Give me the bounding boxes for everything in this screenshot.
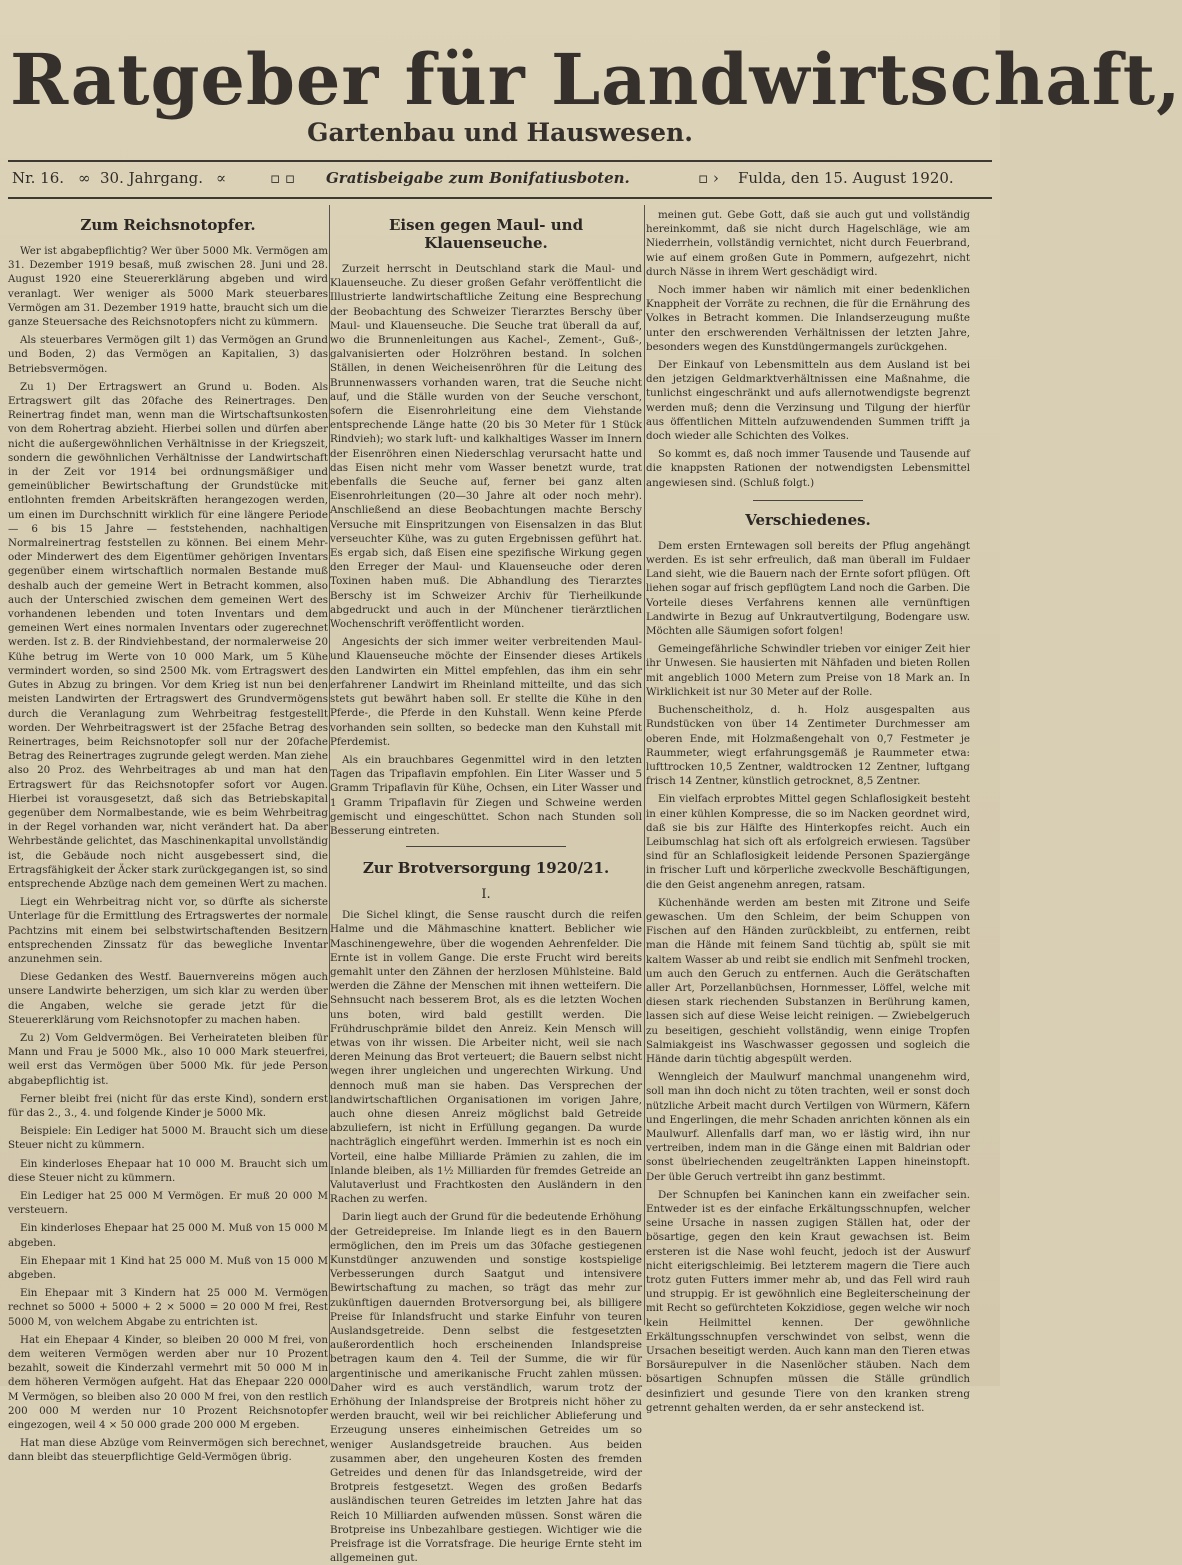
page-title: Ratgeber für Landwirtschaft, [10, 38, 1182, 121]
article-paragraph: Zurzeit herrscht in Deutschland stark die Maul- und Klauenseuche. Zu dieser großen Gefahr veröffentlicht die Illustrierte landwirtschaftliche Zeitung eine Besprechung der Beobachtung des Schweizer Tierarztes Berschy über Maul- und Klauenseuche. Die Seuche trat überall da auf, wo die Brunnenleitungen aus Kachel-, Zement-, Guß-, galvanisierten oder Holzröhren bestand. In solchen Ställen, in denen Weicheisenröhren für die Leitung des Brunnenwassers vorhanden waren, trat die Seuche nicht auf, und die Ställe wurden von der Seuche verschont, sofern die Eisenrohrleitung eine dem Viehstande entsprechende Länge hatte (20 bis 30 Meter für 1 Stück Rindvieh); wo stark luft- und kalkhaltiges Wasser im Innern der Eisenröhren einen Niederschlag verursacht hatte und das Eisen nicht mehr vom Wasser benetzt wurde, trat ebenfalls die Seuche auf, ferner bei ganz alten Eisenrohrleitungen (20—30 Jahre alt oder noch mehr). Anschließend an diese Beobachtungen machte Berschy Versuche mit Einspritzungen von Eisensalzen in das Blut verseuchter Kühe, was zu guten Ergebnissen geführt hat. Es ergab sich, daß Eisen eine spezifische Wirkung gegen den Erreger der Maul- und Klauenseuche oder deren Toxinen haben muß. Die Abhandlung des Tierarztes Berschy ist im Schweizer Archiv für Tierheilkunde abgedruckt und auch in der Münchener tierärztlichen Wochenschrift veröffentlicht worden. [330, 263, 642, 631]
article-paragraph: Noch immer haben wir nämlich mit einer bedenklichen Knappheit der Vorräte zu rechnen, die für die Ernährung des Volkes in Betracht kommen. Die Inlandserzeugung mußte unter den erschwerenden Verhältnissen der letzten Jahre, besonders wegen des Kunstdüngermangels zurückgehen. [646, 284, 970, 353]
issue-number: Nr. 16. [12, 169, 65, 187]
article-paragraph: Ein vielfach erprobtes Mittel gegen Schlaflosigkeit besteht in einer kühlen Kompresse, die so im Nacken geordnet wird, daß sie bis zur Hälfte des Hinterkopfes reicht. Auch ein Leibumschlag hat sich oft als erfolgreich erwiesen. Tagsüber sind für an Schlaflosigkeit leidende Personen Spaziergänge in frischer Luft und körperliche zweckvolle Beschäftigungen, die den Geist angenehm anregen, ratsam. [646, 793, 970, 891]
article-paragraph: Ein kinderloses Ehepaar hat 25 000 M. Muß von 15 000 M abgeben. [8, 1222, 328, 1249]
article-paragraph: Der Schnupfen bei Kaninchen kann ein zweifacher sein. Entweder ist es der einfache Erkältungsschnupfen, welcher seine Ursache in nassen zugigen Ställen hat, oder der bösartige, gegen den kein Kraut gewachsen ist. Beim ersteren ist die Nase wohl feucht, jedoch ist der Auswurf nicht eiterigschleimig. Bei letzterem magern die Tiere auch trotz guten Futters immer mehr ab, und das Fell wird rauh und struppig. Er ist gewöhnlich eine Begleiterscheinung der mit Recht so gefürchteten Kokzidiose, gegen welche wir noch kein Heilmittel kennen. Der gewöhnliche Erkältungsschnupfen verschwindet von selbst, wenn die Ursachen beseitigt werden. Auch kann man den Tieren etwas Borsäurepulver in die Nasenlöcher stäuben. Nach dem bösartigen Schnupfen müssen die Ställe gründlich desinfiziert und gesunde Tiere von den kranken streng getrennt gehalten werden, da er sehr ansteckend ist. [646, 1188, 970, 1414]
column-1 [8, 208, 328, 1464]
article-heading-reichsnotopfer: Zum Reichsnotopfer. [80, 216, 256, 234]
column-3 [646, 208, 970, 1414]
article-paragraph: Angesichts der sich immer weiter verbreitenden Maul- und Klauenseuche möchte der Einsender dieses Artikels den Landwirten ein Mittel empfehlen, das ihm ein sehr erfahrener Landwirt im Rheinland mitteilte, und das sich stets gut bewährt haben soll. Er stellte die Kühe in den Pferde-, die Pferde in den Kuhstall. Wenn keine Pferde vorhanden sein sollten, so bedecke man den Kuhstall mit Pferdemist. [330, 636, 642, 748]
article-paragraph: Als ein brauchbares Gegenmittel wird in den letzten Tagen das Tripaflavin empfohlen. Ein Liter Wasser und 5 Gramm Tripaflavin für Kühe, Ochsen, ein Liter Wasser und 1 Gramm Tripaflavin für Ziegen und Schweine werden gemischt und eingeschüttet. Schon nach Stunden soll Besserung eintreten. [330, 753, 642, 837]
masthead-bottom-rule [8, 197, 992, 199]
article-paragraph: meinen gut. Gebe Gott, daß sie auch gut und vollständig hereinkommt, daß sie nicht durch Hagelschläge, wie am Niederrhein, vollständig vernichtet, nicht durch Feuerbrand, wie auf einem großen Gute in Pommern, aufgezehrt, nicht durch Nässe in ihrem Wert geschädigt wird. [646, 209, 970, 278]
ornament-icon: ∞ [78, 169, 91, 187]
article-paragraph: Zu 1) Der Ertragswert an Grund u. Boden. Als Ertragswert gilt das 20fache des Reinertrages. Den Reinertrag findet man, wenn man die Wirtschaftsunkosten von dem Rohertrag abzieht. Hierbei sollen und dürfen aber nicht die außergewöhnlichen Verhältnisse in der Kriegszeit, sondern die gewöhnlichen Verhältnisse der Landwirtschaft in der Zeit vor 1914 bei ordnungsmäßiger und gemeinüblicher Bewirtschaftung der Grundstücke mit entlohnten fremden Arbeitskräften herangezogen werden, um einen im Durchschnitt wirklich für eine längere Periode — 6 bis 15 Jahre — feststehenden, nachhaltigen Normalreinertrag feststellen zu können. Bei einem Mehr- oder Minderwert des dem Eigentümer gehörigen Inventars gegenüber einem wirtschaftlich normalen Bestande muß deshalb auch der gemeine Wert in Betracht kommen, also auch der Unterschied zwischen dem gemeinen Wert des vorhandenen lebenden und toten Inventars und dem gemeinen Wert eines normalen Inventars oder zugerechnet werden. Ist z. B. der Rindviehbestand, der normalerweise 20 Kühe betrug im Werte von 10 000 Mark, um 5 Kühe vermindert worden, so sind 2500 Mk. vom Ertragswert des Gutes in Abzug zu bringen. Vor dem Krieg ist nun bei den meisten Landwirten der Ertragswert des Grundvermögens durch die Veranlagung zum Wehrbeitrag festgestellt worden. Der Wehrbeitragswert ist der 25fache Betrag des Reinertrages, beim Reichsnotopfer soll nur der 20fache Betrag des Reinertrages zugrunde gelegt werden. Man ziehe also 20 Proz. des Wehrbeitrages ab und man hat den Ertragswert für das Reichsnotopfer sofort vor Augen. Hierbei ist vorausgesetzt, daß sich das Betriebskapital gegenüber dem Normalbestande, wie es beim Wehrbeitrag in der Regel vorhanden war, nicht verändert hat. Da aber Wehrbestände gelichtet, das Maschinenkapital unvollständig ist, die Gebäude noch nicht ausgebessert sind, die Ertragsfähigkeit der Äcker stark zurückgegangen ist, so sind entsprechende Abzüge nach dem gemeinen Wert zu machen. [8, 380, 328, 890]
article-paragraph: Wer ist abgabepflichtig? Wer über 5000 Mk. Vermögen am 31. Dezember 1919 besaß, muß zwischen 28. Juni und 28. August 1920 eine Steuererklärung abgeben und wird veranlagt. Wer weniger als 5000 Mark steuerbares Vermögen am 31. Dezember 1919 hatte, braucht sich um die ganze Steuersache des Reichsnotopfers nicht zu kümmern. [8, 245, 328, 329]
article-paragraph: Küchenhände werden am besten mit Zitrone und Seife gewaschen. Um den Schleim, der beim Schuppen von Fischen auf den Händen zurückbleibt, zu entfernen, reibt man die Hände mit feinem Sand tüchtig ab, spült sie mit kaltem Wasser ab und reibt sie endlich mit Senfmehl trocken, um auch den Geruch zu entfernen. Auch die Gerätschaften aller Art, Porzellanbüchsen, Hornmesser, Löffel, welche mit diesen stark riechenden Substanzen in Berührung kamen, lassen sich auf diese Weise leicht reinigen. — Zwiebelgeruch zu beseitigen, geschieht vollständig, wenn einige Tropfen Salmiakgeist ins Waschwasser gegossen und sogleich die Hände darin tüchtig abgespült werden. [646, 896, 970, 1065]
column-2 [330, 208, 642, 1565]
article-paragraph: Zu 2) Vom Geldvermögen. Bei Verheirateten bleiben für Mann und Frau je 5000 Mk., also 10 000 Mark steuerfrei, weil erst das Vermögen über 5000 Mk. für jede Person abgabepflichtig ist. [8, 1031, 328, 1087]
article-paragraph: Hat ein Ehepaar 4 Kinder, so bleiben 20 000 M frei, von dem weiteren Vermögen werden aber nur 10 Prozent bezahlt, soweit die Kinderzahl vermehrt mit 50 000 M in dem höheren Vermögen aufgeht. Hat das Ehepaar 220 000 M Vermögen, so bleiben also 20 000 M frei, von den restlich 200 000 M werden nur 10 Prozent Reichsnotopfer eingezogen, weil 4 × 50 000 grade 200 000 M ergeben. [8, 1333, 328, 1432]
issue-info-bar [8, 165, 992, 193]
article-paragraph: Ein kinderloses Ehepaar hat 10 000 M. Braucht sich um diese Steuer nicht zu kümmern. [8, 1157, 328, 1184]
article-paragraph: Gemeingefährliche Schwindler trieben vor einiger Zeit hier ihr Unwesen. Sie hausierten mit Nähfaden und bieten Rollen mit angeblich 1000 Metern zum Preise von 18 Mark an. In Wirklichkeit ist nur 30 Meter auf der Rolle. [646, 643, 970, 698]
supplement-note: Gratisbeigabe zum Bonifatiusboten. [326, 169, 630, 187]
page-subtitle: Gartenbau und Hauswesen. [307, 118, 693, 147]
masthead-top-rule [8, 160, 992, 162]
article-paragraph: Ein Ehepaar mit 3 Kindern hat 25 000 M. Vermögen rechnet so 5000 + 5000 + 2 × 5000 = 20 000 M frei, Rest 5000 M, von welchem Abgabe zu entrichten ist. [8, 1287, 328, 1328]
ornament-icon: ▫ ▫ [270, 169, 296, 187]
ornament-icon: ▫ › [698, 169, 719, 187]
article-paragraph: Als steuerbares Vermögen gilt 1) das Vermögen an Grund und Boden, 2) das Vermögen an Kapitalien, 3) das Betriebsvermögen. [8, 334, 328, 375]
article-paragraph: Der Einkauf von Lebensmitteln aus dem Ausland ist bei den jetzigen Geldmarktverhältnissen eine Maßnahme, die tunlichst eingeschränkt und aufs allernotwendigste begrenzt werden muß; denn die Verzinsung und Tilgung der hierfür aus öffentlichen Mitteln aufzuwendenden Summen trifft ja doch wieder alle Schichten des Volkes. [646, 359, 970, 443]
ornament-icon: ∝ [216, 169, 227, 187]
article-paragraph: Beispiele: Ein Lediger hat 5000 M. Braucht sich um diese Steuer nicht zu kümmern. [8, 1125, 328, 1152]
article-heading-verschiedenes: Verschiedenes. [745, 510, 871, 529]
article-paragraph: Ferner bleibt frei (nicht für das erste Kind), sondern erst für das 2., 3., 4. und folgende Kinder je 5000 Mk. [8, 1092, 328, 1119]
column-divider [644, 205, 645, 1325]
article-paragraph: Buchenscheitholz, d. h. Holz ausgespalten aus Rundstücken von über 14 Zentimeter Durchmesser am oberen Ende, mit Holzmaßengehalt von 0,7 Festmeter je Raummeter, wiegt erfahrungsgemäß je Raummeter etwa: lufttrocken 10,5 Zentner, waldtrocken 12 Zentner, luftgang frisch 14 Zentner, künstlich getrocknet, 8,5 Zentner. [646, 704, 970, 788]
article-paragraph: Hat man diese Abzüge vom Reinvermögen sich berechnet, dann bleibt das steuerpflichtige Geld-Vermögen übrig. [8, 1437, 328, 1464]
article-divider [406, 846, 566, 847]
article-heading-brotversorgung: Zur Brotversorgung 1920/21. [362, 859, 610, 878]
article-heading-klauenseuche: Eisen gegen Maul- und Klauenseuche. [388, 216, 584, 252]
volume-year: 30. Jahrgang. [100, 169, 203, 187]
article-paragraph: Ein Ehepaar mit 1 Kind hat 25 000 M. Muß von 15 000 M abgeben. [8, 1254, 328, 1282]
masthead [0, 0, 1182, 210]
article-paragraph: Dem ersten Erntewagen soll bereits der Pflug angehängt werden. Es ist sehr erfreulich, daß man überall im Fuldaer Land sieht, wie die Bauern nach der Ernte sofort pflügen. Oft liehen sogar auf frisch gepflügtem Land noch die Garben. Die Vorteile dieses Verfahrens kennen alle vernünftigen Landwirte in Bezug auf Unkrautvertilgung, Bodengare usw. Möchten alle Säumigen sofort folgen! [646, 539, 970, 638]
article-paragraph: Ein Lediger hat 25 000 M Vermögen. Er muß 20 000 M versteuern. [8, 1190, 328, 1217]
article-paragraph: Darin liegt auch der Grund für die bedeutende Erhöhung der Getreidepreise. Im Inlande liegt es in den Bauern ermöglichen, den im Preis um das 30fache gestiegenen Kunstdünger anzuwenden und sonstige kostspielige Verbesserungen durch Saatgut und intensivere Bewirtschaftung zu machen, so trägt das mehr zur zukünftigen dauernden Brotversorgung bei, als billigere Preise für Inlandsfrucht und starke Einfuhr von teuren Auslandsgetreide. Denn selbst die festgesetzten außerordentlich hoch erscheinenden Inlandspreise betragen kaum den 4. Teil der Summe, die wir für argentinische und amerikanische Frucht zahlen müssen. Daher wird es auch verständlich, warum trotz der Erhöhung der Inlandspreise der Brotpreis nicht höher zu werden braucht, weil wir bei reichlicher Ablieferung und Erzeugung unseres einheimischen Getreides um so weniger Auslandsgetreide brauchen. Aus beiden zusammen aber, den ungeheuren Kosten des fremden Getreides und denen für das Inlandsgetreide, wird der Brotpreis festgesetzt. Wegen des großen Bedarfs ausländischen teuren Getreides im letzten Jahre hat das Reich 10 Milliarden aufwenden müssen. Sonst wären die Brotpreise ins Unbezahlbare gestiegen. Wichtiger wie die Preisfrage ist die Vorratsfrage. Die heurige Ernte steht im allgemeinen gut. [330, 1211, 642, 1565]
article-paragraph: So kommt es, daß noch immer Tausende und Tausende auf die knappsten Rationen der notwendigsten Lebensmittel angewiesen sind. (Schluß folgt.) [646, 448, 970, 489]
article-divider [753, 500, 863, 501]
article-paragraph: Wenngleich der Maulwurf manchmal unangenehm wird, soll man ihn doch nicht zu töten trachten, weil er sonst doch nützliche Arbeit macht durch Vertilgen von Würmern, Käfern und Engerlingen, die mehr Schaden anrichten können als ein Maulwurf. Allenfalls darf man, wo er lästig wird, ihn nur vertreiben, indem man in die Gänge einen mit Baldrian oder sonst übelriechenden zeugeltränkten Lappen hineinstopft. Der üble Geruch vertreibt ihn ganz bestimmt. [646, 1071, 970, 1183]
section-number: I. [481, 887, 491, 903]
article-paragraph: Liegt ein Wehrbeitrag nicht vor, so dürfte als sicherste Unterlage für die Ermittlung des Ertragswertes der normale Pachtzins mit einem bei selbstwirtschaftenden Besitzern entsprechenden Zinssatz für das bewegliche Inventar anzunehmen sein. [8, 896, 328, 965]
dateline: Fulda, den 15. August 1920. [738, 169, 954, 187]
article-paragraph: Diese Gedanken des Westf. Bauernvereins mögen auch unsere Landwirte beherzigen, um sich klar zu werden über die Angaben, welche sie gerade jetzt für die Steuererklärung vom Reichsnotopfer zu machen haben. [8, 971, 328, 1026]
article-paragraph: Die Sichel klingt, die Sense rauscht durch die reifen Halme und die Mähmaschine knattert. Beblicher wie Maschinengewehre, über die wogenden Aehrenfelder. Die Ernte ist in vollem Gange. Die erste Frucht wird bereits gemahlt unter den Zähnen der herzlosen Mühlsteine. Bald werden die Zähne der Menschen mit ihnen wetteifern. Die Sehnsucht nach besserem Brot, als es die letzten Wochen uns boten, wird bald gestillt werden. Die Frühdruschprämie bildet den Anreiz. Kein Mensch will etwas von ihr wissen. Die Arbeiter nicht, weil sie nach deren Meinung das Brot verteuert; die Bauern selbst nicht wegen ihrer ungleichen und ungerechten Wirkung. Und dennoch muß man sie haben. Das Versprechen der landwirtschaftlichen Organisationen im vorigen Jahre, auch ohne diesen Anreiz möglichst bald Getreide abzuliefern, ist nicht in Erfüllung gegangen. Da wurde nachträglich eingeführt werden. Immerhin ist es noch ein Vorteil, eine halbe Milliarde Prämien zu zahlen, die im Inlande bleiben, als 1½ Milliarden für fremdes Getreide an Valutaverlust und Frachtkosten den Ausländern in den Rachen zu werfen. [330, 909, 642, 1206]
